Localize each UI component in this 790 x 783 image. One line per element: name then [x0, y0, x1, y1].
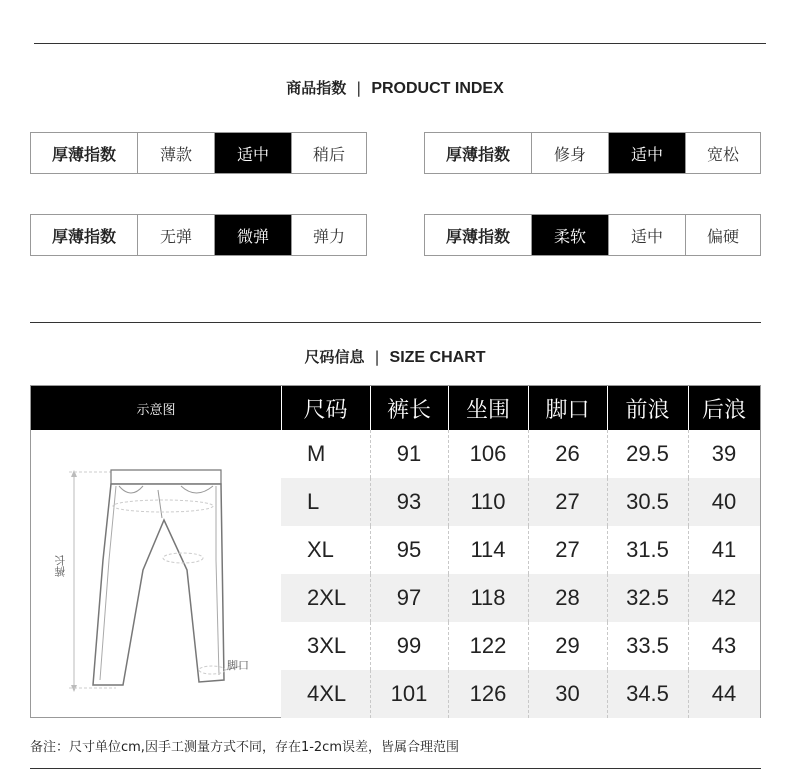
table-row — [281, 526, 760, 574]
size-note: 备注：尺寸单位cm,因手工测量方式不同，存在1-2cm误差，皆属合理范围 — [30, 740, 459, 755]
cell-size: L — [307, 489, 320, 514]
cell-length: 91 — [396, 441, 422, 466]
table-row — [281, 622, 760, 670]
top-divider — [34, 43, 766, 44]
size-chart-title — [0, 346, 790, 367]
index-option: 弹力 — [291, 215, 366, 255]
index-option: 修身 — [531, 133, 608, 173]
cell-length: 93 — [396, 489, 422, 514]
index-row-4 — [424, 214, 761, 256]
cell-hem: 27 — [555, 489, 580, 514]
title-separator: | — [356, 79, 362, 97]
cell-hem: 30 — [555, 681, 580, 706]
cell-front-rise: 31.5 — [626, 537, 669, 562]
cell-back-rise: 43 — [711, 633, 737, 658]
cell-front-rise: 34.5 — [626, 681, 669, 706]
header-diagram: 示意图 — [136, 402, 176, 418]
cell-front-rise: 32.5 — [626, 585, 669, 610]
cell-size: 3XL — [307, 633, 347, 658]
cell-back-rise: 39 — [711, 441, 737, 466]
cell-hip: 110 — [470, 489, 506, 514]
cell-hip: 106 — [469, 441, 507, 466]
index-option: 薄款 — [137, 133, 214, 173]
cell-size: 2XL — [307, 585, 347, 610]
index-option: 宽松 — [685, 133, 760, 173]
index-option-selected: 适中 — [214, 133, 291, 173]
cell-hip: 118 — [470, 585, 506, 610]
cell-hem: 28 — [555, 585, 580, 610]
index-row-3 — [30, 214, 367, 256]
index-row-2 — [424, 132, 761, 174]
title-separator: | — [374, 348, 380, 366]
cell-front-rise: 33.5 — [626, 633, 669, 658]
cell-hip: 114 — [470, 537, 506, 562]
table-row — [281, 478, 760, 526]
middle-divider — [30, 322, 761, 323]
index-option-selected: 柔软 — [531, 215, 608, 255]
product-index-title-en: PRODUCT INDEX — [371, 80, 504, 97]
index-option: 无弹 — [137, 215, 214, 255]
header-back-rise: 后浪 — [701, 397, 746, 423]
table-row — [281, 574, 760, 622]
index-label: 厚薄指数 — [445, 226, 510, 246]
index-label: 厚薄指数 — [445, 144, 510, 164]
index-option: 偏硬 — [685, 215, 760, 255]
cell-hip: 126 — [469, 681, 507, 706]
size-table-header — [31, 386, 760, 430]
index-option: 稍后 — [291, 133, 366, 173]
index-label: 厚薄指数 — [51, 226, 116, 246]
cell-hem: 27 — [555, 537, 580, 562]
length-label: 裤长 — [54, 555, 67, 577]
size-table — [30, 385, 761, 718]
header-front-rise: 前浪 — [625, 397, 670, 423]
cell-length: 97 — [396, 585, 422, 610]
index-option-selected: 适中 — [608, 133, 685, 173]
cell-back-rise: 40 — [711, 489, 737, 514]
cell-size: XL — [307, 537, 334, 562]
size-chart-title-cn: 尺码信息 — [304, 348, 365, 366]
header-hip: 坐围 — [465, 397, 510, 423]
product-index-title — [0, 77, 790, 98]
hem-label: 脚口 — [227, 659, 249, 672]
cell-size: M — [307, 441, 326, 466]
size-chart-title-en: SIZE CHART — [389, 349, 486, 366]
table-row — [281, 430, 760, 478]
table-row — [281, 670, 760, 718]
header-length: 裤长 — [386, 397, 431, 423]
cell-front-rise: 30.5 — [626, 489, 669, 514]
cell-hem: 26 — [555, 441, 580, 466]
header-hem: 脚口 — [545, 397, 590, 423]
cell-hip: 122 — [469, 633, 507, 658]
cell-length: 95 — [396, 537, 422, 562]
cell-back-rise: 42 — [711, 585, 737, 610]
cell-front-rise: 29.5 — [626, 441, 669, 466]
bottom-divider — [30, 768, 761, 769]
index-option: 适中 — [608, 215, 685, 255]
cell-back-rise: 41 — [711, 537, 737, 562]
index-option-selected: 微弹 — [214, 215, 291, 255]
index-row-1 — [30, 132, 367, 174]
product-index-title-cn: 商品指数 — [286, 79, 347, 97]
cell-length: 101 — [390, 681, 428, 706]
cell-back-rise: 44 — [711, 681, 737, 706]
cell-size: 4XL — [307, 681, 347, 706]
index-label: 厚薄指数 — [51, 144, 116, 164]
cell-length: 99 — [396, 633, 422, 658]
cell-hem: 29 — [555, 633, 580, 658]
pants-diagram — [31, 430, 281, 717]
header-size: 尺码 — [303, 397, 348, 423]
